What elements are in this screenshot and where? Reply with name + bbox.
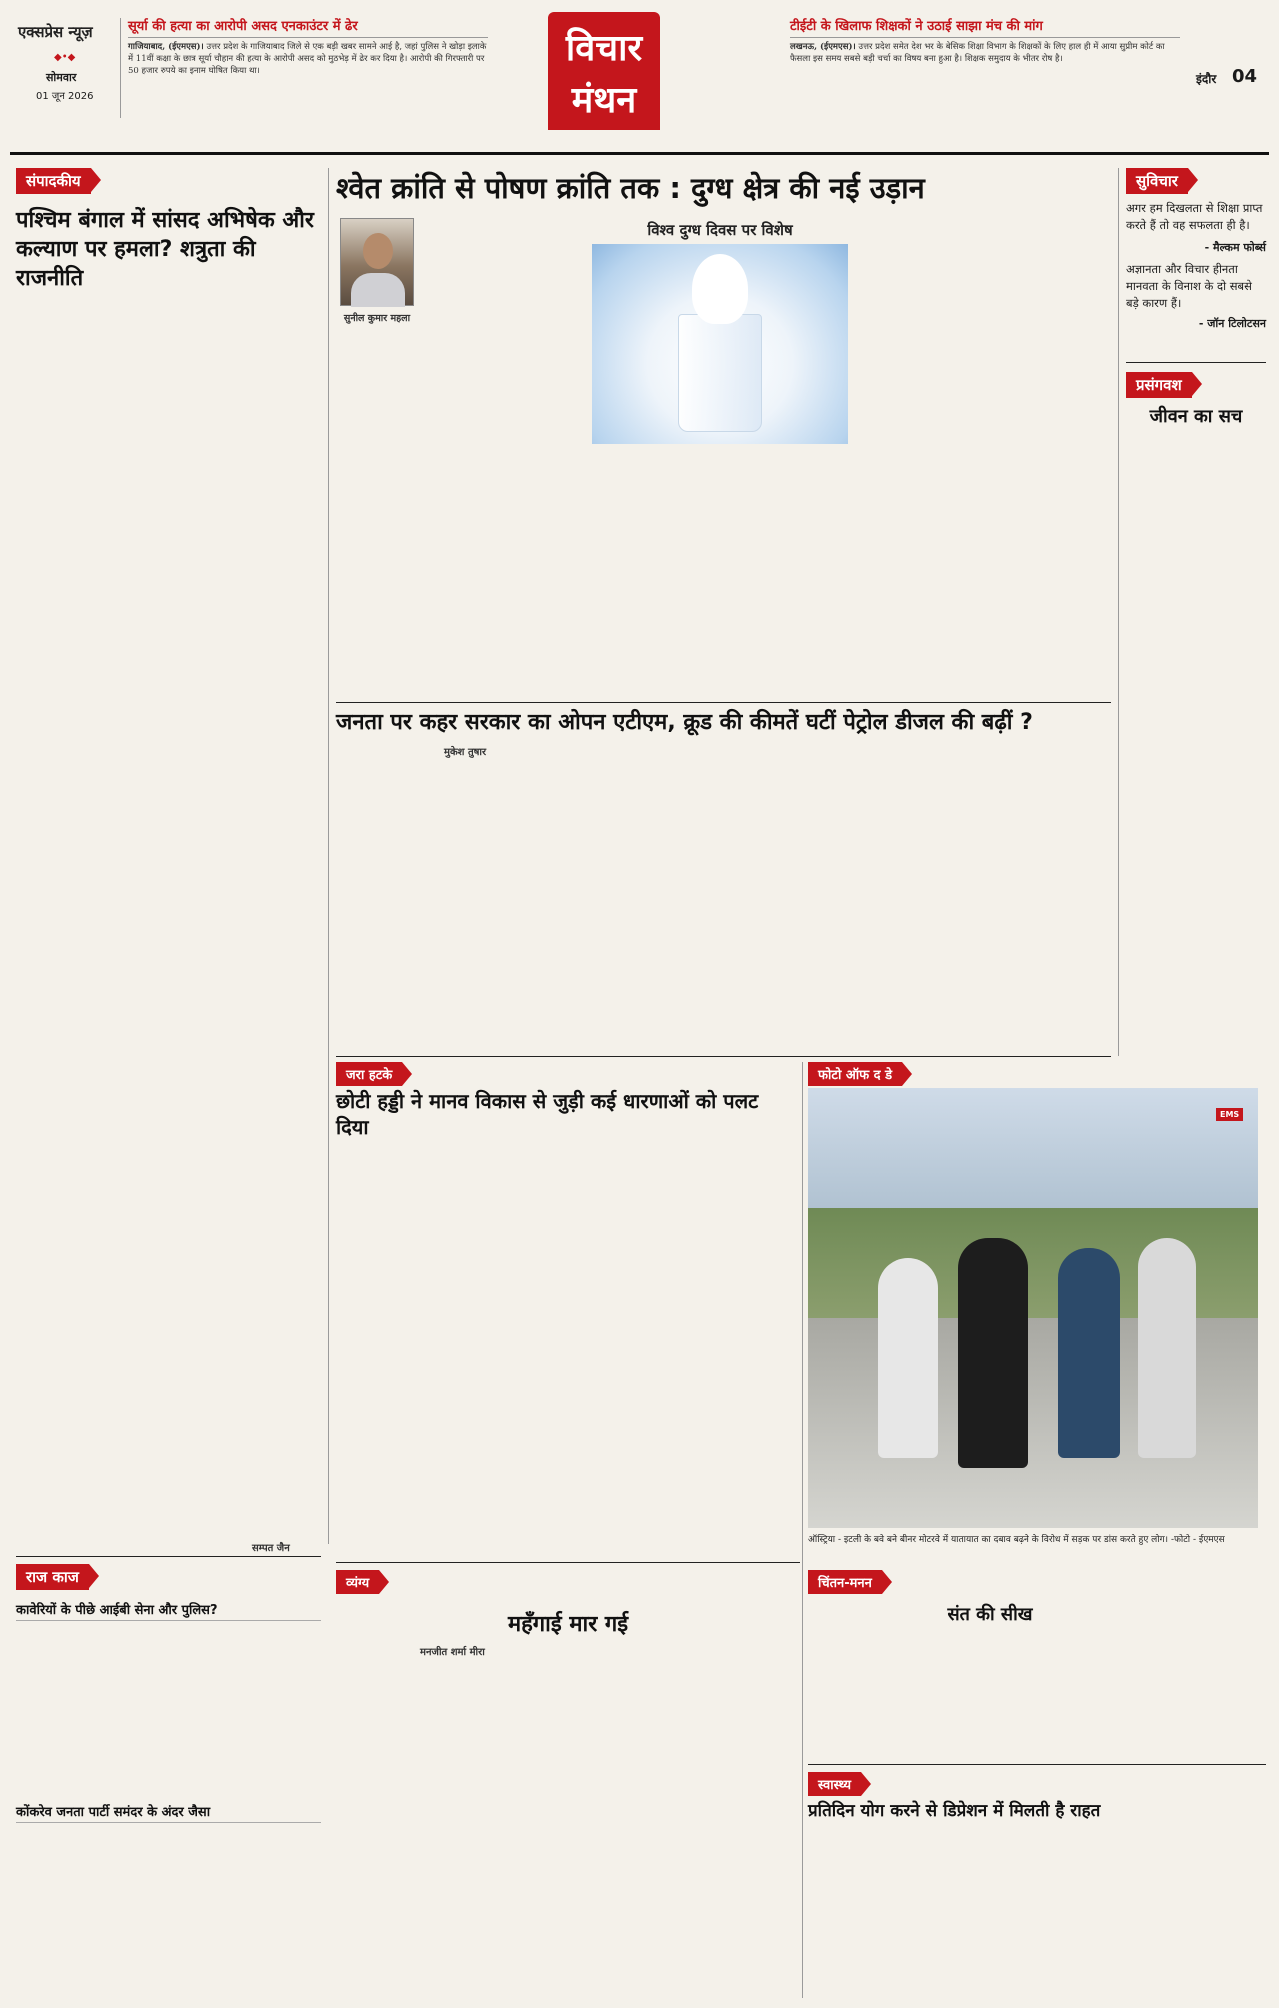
issue-day: सोमवार [46,71,77,84]
photo-caption-wrap [808,1532,1258,1545]
paper-ornament: ◆•◆ [54,52,76,63]
suvichar-author-2: - जॉन टिलोटसन [1198,317,1266,330]
right-teaser-title: टीईटी के खिलाफ शिक्षकों ने उठाई साझा मंच की मांग [790,16,1180,38]
right-teaser [790,16,1180,126]
lead-body-col1 [424,218,584,696]
hatke-body-col2 [568,1120,796,1560]
photo-of-day-image [808,1088,1258,1528]
right-teaser-dateline: लखनऊ, (ईएमएस)। [790,42,856,52]
section-label-swasthya: स्वास्थ्य [808,1772,861,1796]
brand-box [548,12,660,130]
second-body-col1 [340,760,590,1050]
editorial-headline: पश्चिम बंगाल में सांसद अभिषेक और कल्याण पर हमला? शत्रुता की राजनीति [16,208,314,291]
lead-body-col2 [594,452,850,696]
right-teaser-text: उत्तर प्रदेश समेत देश भर के बेसिक शिक्षा विभाग के शिक्षकों के लिए हाल ही में आया सुप्रीम कोर्ट का फैसला इस समय सबसे बड़ी चर्चा का विषय बना हुआ है। शिक्षक समुदाय के भीतर रोष है। [790,42,1165,64]
section-label-photo-of-day: फोटो ऑफ द डे [808,1062,902,1086]
suvichar-quote-2: अज्ञानता और विचार हीनता मानवता के विनाश के दो सबसे बड़े कारण हैं। [1126,262,1252,310]
section-label-jara-hatke: जरा हटके [336,1062,402,1086]
swasthya-body-col2 [1042,1830,1266,1998]
raj-kaaj-item2-title: कोंकरेव जनता पार्टी समंदर के अंदर जैसा [16,1802,321,1823]
hatke-body-col1 [340,1120,560,1560]
suvichar-author-1: - मैल्कम फोर्ब्स [1204,241,1266,254]
suvichar-quote-1: अगर हम दिखलता से शिक्षा प्राप्त करते हैं तो वह सफलता ही है। [1126,201,1263,232]
left-teaser-title: सूर्या की हत्या का आरोपी असद एनकाउंटर में ढेर [128,16,488,38]
second-byline: मुकेश तुषार [444,747,487,758]
milk-photo [592,244,848,444]
city-name: इंदौर [1196,72,1217,86]
section-label-prasangvash: प्रसंगवश [1126,372,1192,398]
raj-kaaj-item1-title: कावेरियों के पीछे आईबी सेना और पुलिस? [16,1600,321,1621]
raj-kaaj-item1-body [16,1624,321,1794]
vyangya-byline: मनजीत शर्मा मीरा [420,1647,485,1658]
section-label-vyangya: व्यंग्य [336,1570,379,1594]
section-label-raj-kaaj: राज काज [16,1564,89,1590]
left-teaser [128,16,488,126]
prasang-body [1126,434,1266,1052]
editorial-body [16,278,321,1550]
chintan-body-col1b [808,1630,1036,1760]
prasang-title: जीवन का सच [1149,406,1243,427]
vyangya-body-col2 [574,1644,798,1998]
brand-line-2: मंथन [571,80,637,121]
brand-line-1: विचार [565,28,643,69]
left-teaser-body [128,41,488,77]
lead-body-col1b [340,346,416,696]
page-number: 04 [1232,66,1258,87]
issue-date: 01 जून 2026 [36,91,94,102]
lead-author: सुनील कुमार महला [343,313,411,324]
second-headline: जनता पर कहर सरकार का ओपन एटीएम, क्रूड की कीमतें घटीं पेट्रोल डीजल की बढ़ीं ? [336,710,1033,735]
lead-body-col3 [860,218,1110,696]
second-body-col2 [600,744,850,1050]
chintan-body-col2 [1046,1600,1266,1760]
masthead [0,0,1279,162]
left-teaser-text: उत्तर प्रदेश के गाजियाबाद जिले से एक बड़ी खबर सामने आई है, जहां पुलिस ने खोड़ा इलाके में 11वीं कक्षा के छात्र सूर्या चौहान की हत्या के आरोपी असद को मुठभेड़ में ढेर कर दिया है। आरोपी की गिरफ्तारी पर 50 हजार रुपये का इनाम घोषित किया था। [128,42,487,76]
author-photo [340,218,414,306]
suvichar-box [1126,200,1266,331]
swasthya-body-col1 [808,1830,1032,1998]
raj-kaaj-item2-body [16,1826,321,1998]
paper-name: एक्सप्रेस न्यूज़ [18,23,93,41]
photo-credit: -फोटो - ईएमएस [1170,1535,1225,1545]
chintan-title: संत की सीख [947,1604,1033,1625]
section-label-suvichar: सुविचार [1126,168,1188,194]
photo-badge: EMS [1216,1108,1243,1121]
masthead-rule [10,152,1269,155]
left-teaser-dateline: गाजियाबाद, (ईएमएस)। [128,42,204,52]
right-teaser-body [790,41,1180,65]
vyangya-headline: महँगाई मार गई [507,1612,629,1637]
section-label-editorial: संपादकीय [16,168,91,194]
lead-kicker: विश्व दुग्ध दिवस पर विशेष [647,221,793,239]
vyangya-body-col1 [340,1662,564,1998]
editorial-signature: सम्पत जैन [252,1543,290,1554]
section-label-chintan-manan: चिंतन-मनन [808,1570,882,1594]
hatke-headline: छोटी हड्डी ने मानव विकास से जुड़ी कई धारणाओं को पलट दिया [336,1089,759,1139]
second-body-col3 [860,744,1110,1050]
swasthya-headline: प्रतिदिन योग करने से डिप्रेशन में मिलती है राहत [808,1801,1101,1821]
photo-caption: ऑस्ट्रिया - इटली के बवे बने बीनर मोटरवे में यातायात का दबाव बढ़ने के विरोध में सड़क पर डांस करते हुए लोग। [808,1535,1169,1545]
lead-headline: श्वेत क्रांति से पोषण क्रांति तक : दुग्ध क्षेत्र की नई उड़ान [336,171,925,205]
